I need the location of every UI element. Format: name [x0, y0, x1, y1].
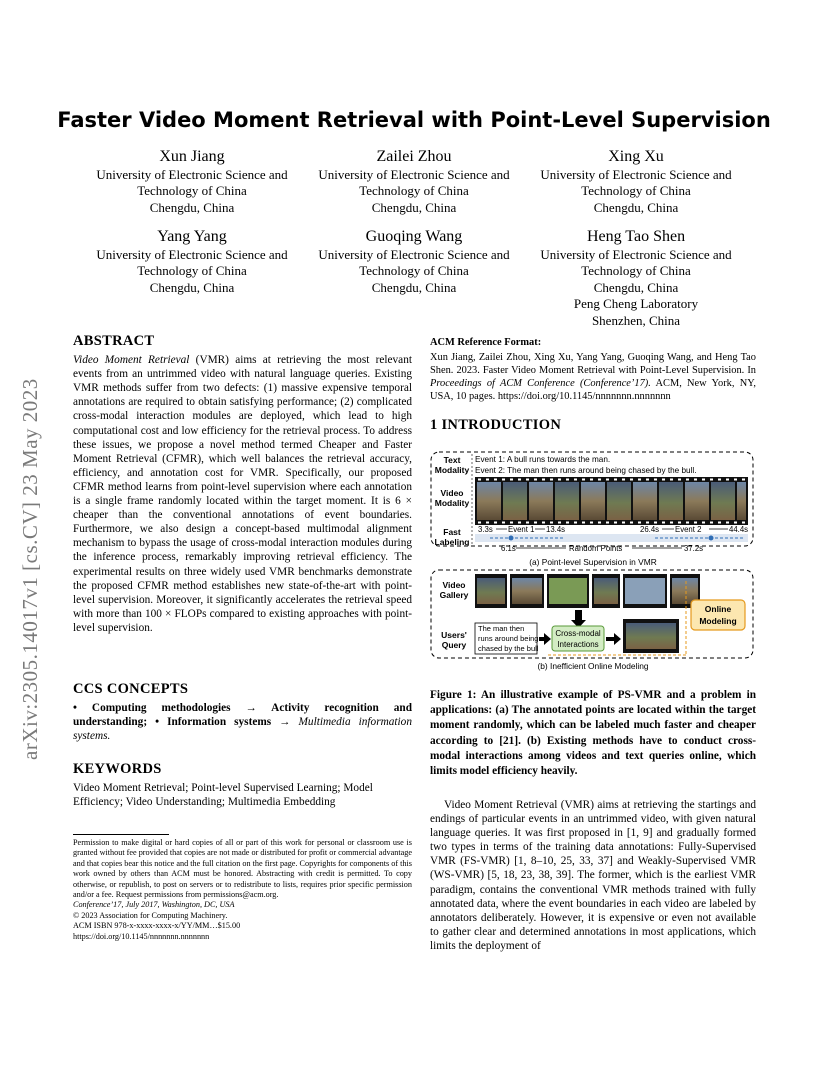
- author-affiliation: Chengdu, China: [593, 199, 679, 215]
- keywords-section: [73, 762, 412, 809]
- author-affiliation: Chengdu, China: [593, 279, 679, 295]
- author-block: [531, 147, 741, 216]
- subcaption-a: (a) Point-level Supervision in VMR: [529, 557, 657, 567]
- event-2-span-label: Event 2: [675, 525, 702, 534]
- fast-labeling-label: Labeling: [434, 537, 470, 547]
- acm-ref-venue: Proceedings of ACM Conference (Conference’17).: [430, 378, 651, 389]
- keywords-text: Video Moment Retrieval; Point-level Supervised Learning; Model Efficiency; Video Understanding; Multimedia Embedding: [73, 782, 373, 809]
- users-query-label: Users': [441, 630, 467, 640]
- abstract-section: [73, 334, 412, 635]
- timestamp: 3.3s: [478, 525, 493, 534]
- ccs-concept: • Information systems →: [147, 716, 299, 729]
- timestamp: 44.4s: [729, 525, 749, 534]
- subcaption-b: (b) Inefficient Online Modeling: [537, 661, 649, 671]
- gallery-clips: [475, 574, 700, 608]
- annotated-point: [509, 536, 514, 541]
- intro-section: [430, 798, 756, 953]
- author-affiliation: Chengdu, China: [149, 199, 235, 215]
- isbn: ACM ISBN 978-x-xxxx-xxxx-x/YY/MM…$15.00: [73, 921, 241, 931]
- query-text: runs around being: [478, 634, 539, 643]
- author-affiliation: Technology of China: [137, 263, 247, 279]
- event-1-query: Event 1: A bull runs towards the man.: [475, 455, 611, 464]
- query-text: The man then: [478, 624, 525, 633]
- point-timestamp: 6.1s: [501, 544, 516, 553]
- timestamp: 26.4s: [640, 525, 660, 534]
- acm-ref-heading: ACM Reference Format:: [430, 337, 542, 348]
- down-arrow: [571, 610, 586, 628]
- text-modality-label: Text: [443, 455, 461, 465]
- author-block: [531, 227, 741, 329]
- figure-caption: Figure 1: An illustrative example of PS-VMR and a problem in applications: (a) The annotated points are located within the target moment randomly, which can be labeled much faster and cheaper according to [21]. (b) Existing methods have to conduct cross-modal interactions among videos and text queries online, which limits model efficiency heavily.: [430, 689, 756, 778]
- author-affiliation: Chengdu, China: [149, 279, 235, 295]
- abstract-lead: Video Moment Retrieval: [73, 354, 190, 367]
- right-arrow: [606, 633, 621, 645]
- author-affiliation: Technology of China: [581, 263, 691, 279]
- author-block: [309, 147, 519, 216]
- author-affiliation: Technology of China: [137, 183, 247, 199]
- section-heading: KEYWORDS: [73, 761, 162, 777]
- author-name: Heng Tao Shen: [586, 228, 686, 245]
- ccs-concept: Multimedia information systems.: [73, 716, 412, 743]
- author-affiliation: Chengdu, China: [371, 279, 457, 295]
- paper-title: Faster Video Moment Retrieval with Point-Level Supervision: [57, 108, 771, 132]
- video-frames: [477, 482, 746, 520]
- author-affiliation: Technology of China: [581, 183, 691, 199]
- online-modeling-label: Online: [704, 604, 732, 614]
- footnote: [73, 838, 412, 942]
- author-block: [87, 227, 297, 296]
- abstract-body: (VMR) aims at retrieving the most relevant events from an untrimmed video with natural language queries. Existing VMR methods suffer from two defects: (1) massive expensive temporal annotations are required to obtain satisfying performance; (2) complicated cross-modal interaction modules are deployed, which lead to high computational cost and low efficiency for the retrieval process. To address these issues, we propose a novel method termed Cheaper and Faster Moment Retrieval (CFMR), which well balances the retrieval accuracy, efficiency, and annotation cost for VMR. Specifically, our proposed CFMR method learns from point-level supervision where each annotation is a single frame randomly located within the target moment. It is 6 × cheaper than the conventional annotations of event boundaries. Furthermore, we also design a concept-based multimodal alignment mechanism to bypass the usage of cross-modal interaction modules during the inference process, remarkably improving retrieval efficiency. The experimental results on three widely used VMR benchmarks demonstrate the proposed CFMR method establishes new state-of-the-art with point-level supervision. Moreover, it significantly accelerates the retrieval speed with more than 100 × FLOPs compared to existing approaches with point-level supervision.: [73, 354, 412, 634]
- author-name: Xun Jiang: [159, 148, 225, 165]
- video-gallery-label: Gallery: [439, 590, 469, 600]
- video-gallery-label: Video: [442, 580, 466, 590]
- abstract-text: [73, 353, 412, 635]
- text-modality-label: Modality: [434, 465, 470, 475]
- author-affiliation: Technology of China: [359, 263, 469, 279]
- author-name: Xing Xu: [608, 148, 664, 165]
- right-arrow: [539, 633, 551, 645]
- author-affiliation: University of Electronic Science and: [540, 167, 732, 182]
- annotated-point: [709, 536, 714, 541]
- author-affiliation: Shenzhen, China: [591, 312, 681, 328]
- copyright: © 2023 Association for Computing Machinery.: [73, 910, 228, 920]
- author-affiliation: University of Electronic Science and: [318, 167, 510, 182]
- acm-ref-part: ACM, New York, NY, USA, 10 pages. https://doi.org/10.1145/nnnnnnn.nnnnnnn: [430, 378, 756, 402]
- online-modeling-label: Modeling: [699, 616, 737, 626]
- author-affiliation: Peng Cheng Laboratory: [573, 296, 699, 312]
- event-2-query: Event 2: The man then runs around being chased by the bull.: [475, 466, 697, 475]
- video-modality-label: Video: [440, 488, 464, 498]
- video-modality-label: Modality: [434, 498, 470, 508]
- author-affiliation: University of Electronic Science and: [96, 247, 288, 262]
- intro-heading: 1 INTRODUCTION: [430, 417, 562, 433]
- author-name: Guoqing Wang: [365, 228, 463, 245]
- author-name: Zailei Zhou: [376, 148, 452, 165]
- point-timestamp: 37.2s: [684, 544, 704, 553]
- conference-info: Conference’17, July 2017, Washington, DC, USA: [73, 900, 235, 910]
- section-heading: CCS CONCEPTS: [73, 681, 189, 697]
- author-affiliation: Technology of China: [359, 183, 469, 199]
- section-heading: ABSTRACT: [73, 333, 155, 349]
- query-text: chased by the bull: [478, 644, 539, 653]
- permission-notice: Permission to make digital or hard copies of all or part of this work for personal or classroom use is granted without fee provided that copies are not made or distributed for profit or commercial advantage and that copies bear this notice and the full citation on the first page. Copyrights for components of this work owned by others than ACM must be honored. Abstracting with credit is permitted. To copy otherwise, or republish, to post on servers or to redistribute to lists, requires prior specific permission and/or a fee. Request permissions from permissions@acm.org.: [73, 838, 412, 900]
- author-block: [87, 147, 297, 216]
- users-query-label: Query: [441, 640, 467, 650]
- ccs-text: [73, 701, 412, 743]
- fast-labeling-label: Fast: [443, 527, 461, 537]
- author-affiliation: University of Electronic Science and: [540, 247, 732, 262]
- author-block: [309, 227, 519, 296]
- timestamp: 13.4s: [546, 525, 566, 534]
- acm-reference: [430, 336, 756, 403]
- cross-modal-label: Cross-modal: [555, 629, 601, 638]
- random-points-label: Random Points: [569, 544, 623, 553]
- figure-1: [428, 448, 758, 674]
- intro-paragraph: Video Moment Retrieval (VMR) aims at retrieving the startings and endings of particular events in an untrimmed video, with given natural language queries. It was first proposed in [1, 9] and gradually formed two types in terms of the training data annotations: Fully-Supervised VMR (FS-VMR) [1, 8–10, 25, 33, 37] and Weakly-Supervised VMR (WS-VMR) [5, 18, 23, 38, 39]. The former, which is the earliest VMR paradigm, contains the conventional VMR methods trained with fully annotated data, where the event boundaries in each video are labeled by annotators deliberately. However, it is expensive or even not available to gather clear and determined annotations in most applications, which limits the deployment of: [430, 799, 756, 952]
- event-1-span-label: Event 1: [508, 525, 535, 534]
- doi: https://doi.org/10.1145/nnnnnnn.nnnnnnn: [73, 931, 210, 941]
- ccs-concept: • Computing methodologies → Activity recognition and understanding;: [73, 702, 412, 729]
- acm-ref-text: [430, 351, 756, 403]
- arxiv-stamp: arXiv:2305.14017v1 [cs.CV] 23 May 2023: [18, 378, 42, 760]
- ccs-section: [73, 682, 412, 743]
- acm-ref-part: Xun Jiang, Zailei Zhou, Xing Xu, Yang Yang, Guoqing Wang, and Heng Tao Shen. 2023. Faster Video Moment Retrieval with Point-Level Supervision. In: [430, 352, 756, 376]
- cross-modal-label: Interactions: [557, 640, 599, 649]
- author-name: Yang Yang: [157, 228, 227, 245]
- author-affiliation: Chengdu, China: [371, 199, 457, 215]
- author-affiliation: University of Electronic Science and: [318, 247, 510, 262]
- author-affiliation: University of Electronic Science and: [96, 167, 288, 182]
- footnote-rule: [73, 834, 169, 835]
